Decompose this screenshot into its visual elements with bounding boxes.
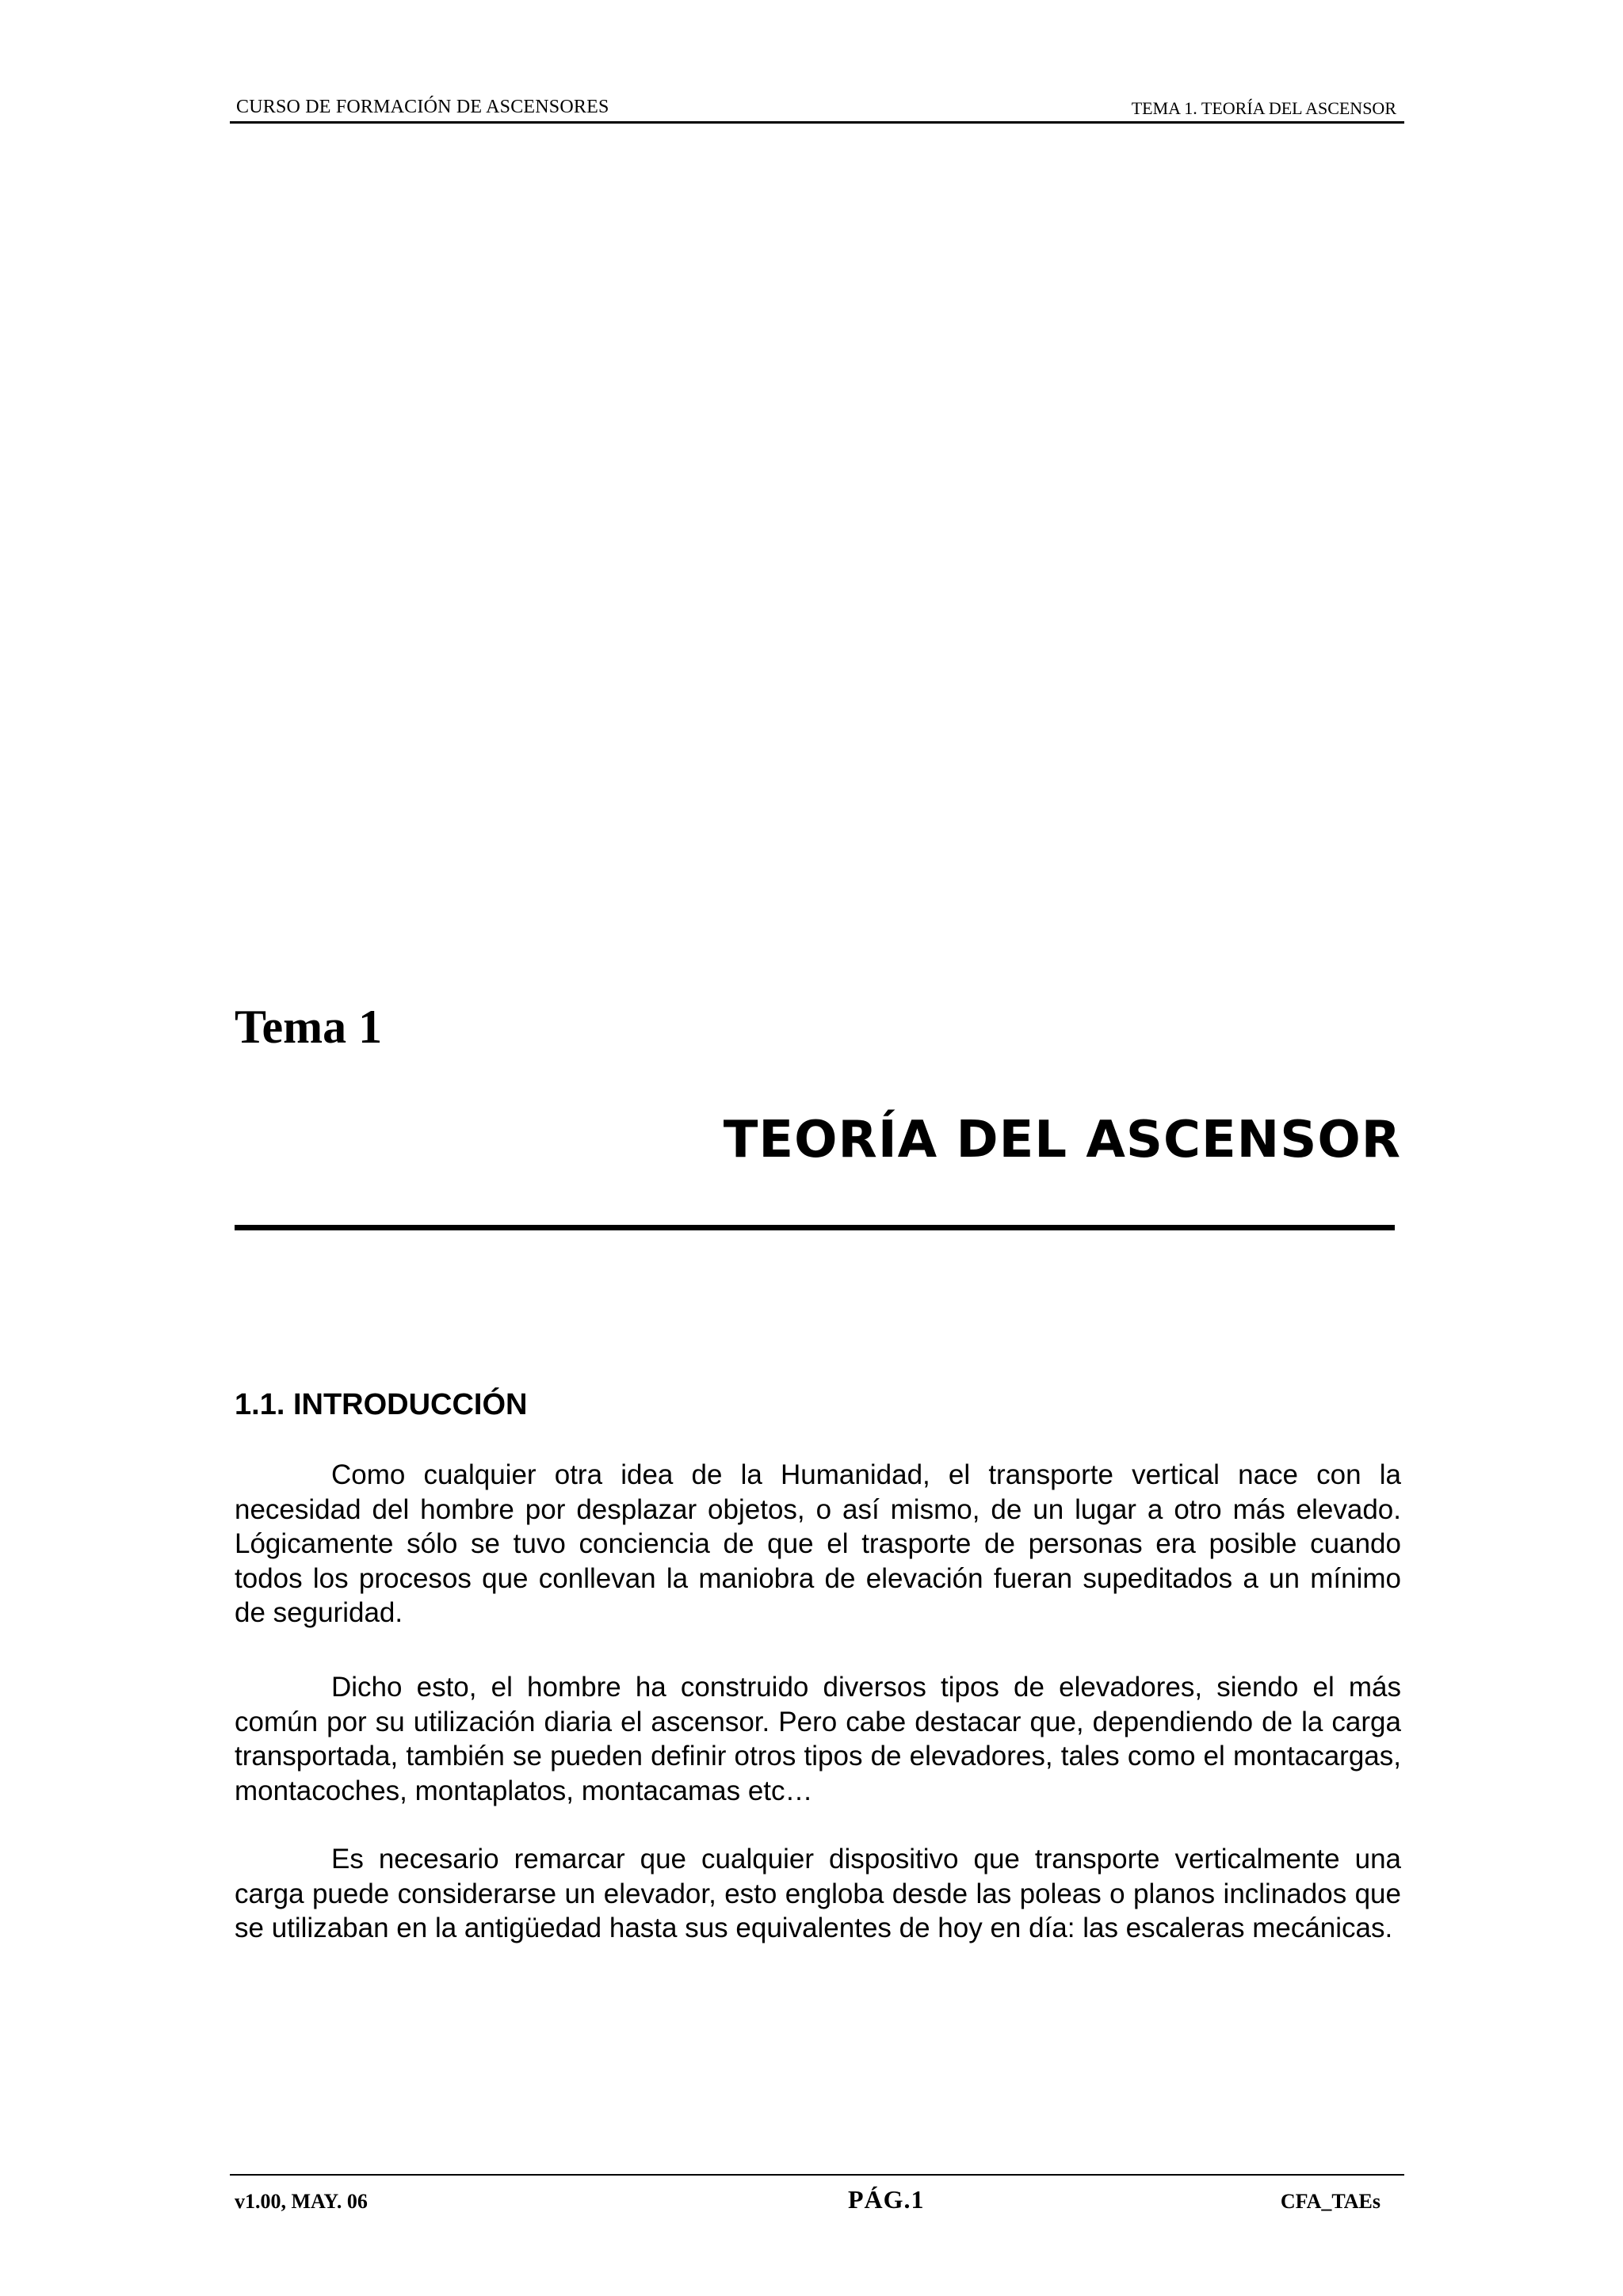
footer-version: v1.00, MAY. 06 [235,2190,368,2213]
chapter-title: TEORÍA DEL ASCENSOR [723,1111,1401,1169]
page-number: PÁG.1 [848,2185,925,2214]
section-heading: 1.1. INTRODUCCIÓN [235,1388,528,1421]
header-chapter-title: TEMA 1. TEORÍA DEL ASCENSOR [1131,98,1396,118]
chapter-title-divider [235,1225,1395,1230]
footer-divider [230,2174,1404,2176]
footer-document-code: CFA_TAEs [1280,2190,1381,2213]
paragraph-3: Es necesario remarcar que cualquier dispositivo que transporte verticalmente una carga puede considerarse un elevador, esto engloba desde las poleas o planos inclinados que se utilizaban en la antigüedad hasta sus equivalentes de hoy en día: las escaleras mecánicas. [235,1844,1401,1943]
paragraph-2: Dicho esto, el hombre ha construido diversos tipos de elevadores, siendo el más común por su utilización diaria el ascensor. Pero cabe destacar que, dependiendo de la carga transportada, también se pueden definir otros tipos de elevadores, tales como el montacargas, montacoches, montaplatos, montacamas etc… [235,1672,1401,1806]
paragraph-1: Como cualquier otra idea de la Humanidad, el transporte vertical nace con la necesidad del hombre por desplazar objetos, o así mismo, de un lugar a otro más elevado. Lógicamente sólo se tuvo conciencia de que el trasporte de personas era posible cuando todos los procesos que conllevan la maniobra de elevación fueran supeditados a un mínimo de seguridad. [235,1459,1401,1628]
chapter-number: Tema 1 [235,1001,383,1053]
header-course-title: CURSO DE FORMACIÓN DE ASCENSORES [236,97,609,117]
page-footer [230,2180,1404,2220]
header-divider [230,121,1404,124]
